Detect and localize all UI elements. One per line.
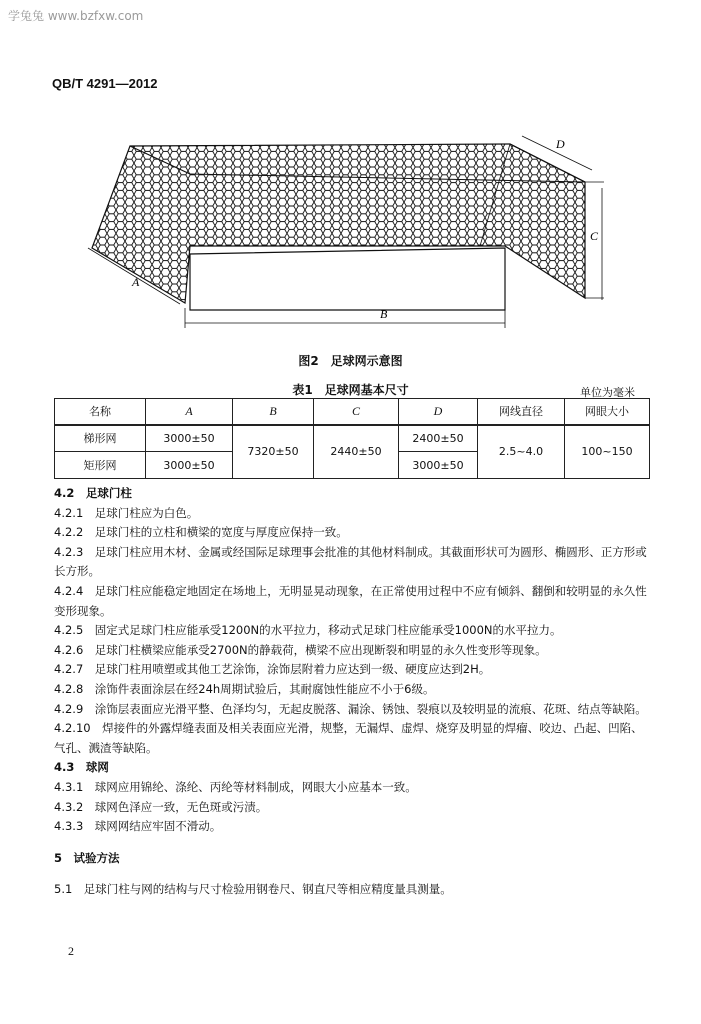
clause-paragraph: 4.2.7 足球门柱用喷塑或其他工艺涂饰，涂饰层附着力应达到一级、硬度应达到2H。 bbox=[54, 662, 491, 677]
section-heading: 5 试验方法 bbox=[54, 850, 120, 865]
table-header-row bbox=[55, 399, 650, 425]
watermark: 学兔兔 www.bzfxw.com bbox=[8, 9, 144, 23]
clause-paragraph: 4.2.9 涂饰层表面应光滑平整、色泽均匀，无起皮脱落、漏涂、锈蚀、裂痕以及较明显的流痕、花斑、结点等缺陷。 bbox=[54, 701, 647, 716]
clause-paragraph: 4.2.8 涂饰件表面涂层在经24h周期试验后，其耐腐蚀性能应不小于6级。 bbox=[54, 681, 435, 696]
specification-text bbox=[54, 484, 654, 900]
label-c: C bbox=[590, 229, 599, 243]
goal-net-diagram bbox=[80, 128, 620, 344]
row-d: 2400±50 bbox=[399, 425, 478, 452]
header-b: B bbox=[233, 399, 314, 425]
row-a: 3000±50 bbox=[146, 452, 233, 479]
label-a: A bbox=[132, 275, 140, 289]
header-d: D bbox=[399, 399, 478, 425]
clause-paragraph: 5.1 足球门柱与网的结构与尺寸检验用钢卷尺、钢直尺等相应精度量具测量。 bbox=[54, 882, 452, 897]
shared-wire-diameter: 2.5~4.0 bbox=[478, 425, 565, 479]
table-caption: 表1 足球网基本尺寸 bbox=[292, 383, 409, 397]
dimensions-table bbox=[54, 398, 650, 479]
header-a: A bbox=[146, 399, 233, 425]
table-unit-note: 单位为毫米 bbox=[580, 386, 635, 399]
shared-c: 2440±50 bbox=[314, 425, 399, 479]
header-mesh-size: 网眼大小 bbox=[565, 399, 650, 425]
label-d: D bbox=[556, 137, 565, 151]
shared-b: 7320±50 bbox=[233, 425, 314, 479]
section-heading: 4.2 足球门柱 bbox=[54, 486, 132, 500]
header-c: C bbox=[314, 399, 399, 425]
clause-paragraph: 4.2.6 足球门柱横梁应能承受2700N的静载荷，横梁不应出现断裂和明显的永久性变形等现象。 bbox=[54, 642, 547, 657]
clause-paragraph: 4.2.5 固定式足球门柱应能承受1200N的水平拉力，移动式足球门柱应能承受1000N的水平拉力。 bbox=[54, 623, 562, 638]
clause-paragraph: 4.2.3 足球门柱应用木材、金属或经国际足球理事会批准的其他材料制成。其截面形状可为圆形、椭圆形、正方形或长方形。 bbox=[54, 544, 647, 579]
document-code: QB/T 4291—2012 bbox=[52, 76, 158, 91]
clause-paragraph: 4.2.4 足球门柱应能稳定地固定在场地上，无明显晃动现象，在正常使用过程中不应有倾斜、翻倒和较明显的永久性变形现象。 bbox=[54, 583, 647, 618]
clause-paragraph: 4.3.2 球网色泽应一致，无色斑或污渍。 bbox=[54, 799, 268, 814]
label-b: B bbox=[380, 307, 388, 321]
page-number: 2 bbox=[68, 944, 74, 958]
goal-opening bbox=[190, 248, 505, 310]
clause-paragraph: 4.3.3 球网网结应牢固不滑动。 bbox=[54, 819, 222, 834]
shared-mesh-size: 100~150 bbox=[565, 425, 650, 479]
row-a: 3000±50 bbox=[146, 425, 233, 452]
clause-paragraph: 4.2.10 焊接件的外露焊缝表面及相关表面应光滑，规整，无漏焊、虚焊、烧穿及明显的焊瘤、咬边、凸起、凹陷、气孔、溅渣等缺陷。 bbox=[54, 721, 643, 755]
clause-paragraph: 4.2.2 足球门柱的立柱和横梁的宽度与厚度应保持一致。 bbox=[54, 525, 348, 540]
row-d: 3000±50 bbox=[399, 452, 478, 479]
section-heading: 4.3 球网 bbox=[54, 760, 109, 775]
header-wire-diameter: 网线直径 bbox=[478, 399, 565, 425]
row-name: 矩形网 bbox=[55, 452, 146, 479]
table-row bbox=[55, 425, 650, 452]
clause-paragraph: 4.3.1 球网应用锦纶、涤纶、丙纶等材料制成，网眼大小应基本一致。 bbox=[54, 779, 417, 794]
clause-paragraph: 4.2.1 足球门柱应为白色。 bbox=[54, 505, 199, 520]
row-name: 梯形网 bbox=[55, 425, 146, 452]
header-name: 名称 bbox=[55, 399, 146, 425]
figure-caption: 图2 足球网示意图 bbox=[298, 354, 403, 368]
